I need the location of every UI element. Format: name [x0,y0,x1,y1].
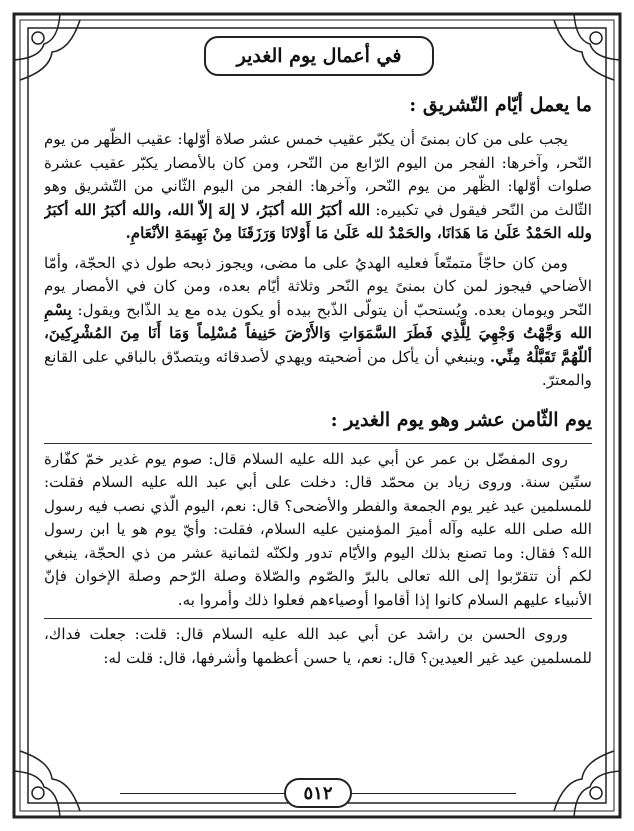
section-heading-ghadir: يوم الثّامن عشر وهو يوم الغدير : [330,408,592,431]
corner-ornament-top-right [554,14,620,80]
sacrifice-supplication: بِسْمِ الله وَجَّهْتُ وَجْهِيَ لِلَّذِي فَطَرَ السَّمَوَاتِ وَالأَرْضَ حَنِيفاً مُسْلِماً وَمَا أَنَا مِنَ المُشْرِكِينَ، أللّهُمَّ تَقَبَّلْهُ مِنِّي. [44,300,592,366]
section-heading-tashriq: ما يعمل أيّام التّشريق : [409,94,592,116]
paragraph-text-end: وينبغي أن يأكل من أضحيته ويهدي لأصدقائه ويتصدّق بالباقي على القانع والمعترّ. [44,347,592,389]
corner-ornament-bottom-left [14,751,80,817]
paragraph-sacrifice [44,252,592,393]
footer-rule-left [120,793,284,794]
page-header [204,36,434,76]
corner-ornament-bottom-right [554,751,620,817]
paragraph-ghadir-fasting: روى المفضّل بن عمر عن أبي عبد الله عليه السلام قال: صوم يوم غدير خمّ كفّارة ستّين سنة. وروى زياد بن محمّد قال: دخلت على أبي عبد الله عليه السلام فقلت: للمسلمين عيد غير يوم الجمعة والفطر والأضحى؟ قال: نعم، اليوم الّذي نصب فيه رسول الله صلى الله عليه وآله أميرَ المؤمنين عليه السلام، فقلت: وأيّ يوم هو يا ابن رسول الله؟ فقال: وما تصنع بذلك اليوم والأيّام تدور ولكنّه لثمانية عشر من ذي الحجّة، ينبغي لكم أن تتقرّبوا إلى الله تعالى بالبرّ والصّوم والصّلاة وصلة الرّحم وصلة الإخوان فإنّ الأنبياء عليهم السلام كانوا إذا أقاموا أوصياءهم فعلوا ذلك وأمروا به. [44,443,592,613]
header-title: في أعمال يوم الغدير [236,45,402,67]
corner-ornament-top-left [14,14,80,80]
page-content [44,86,592,746]
paragraph-takbir [44,128,592,246]
paragraph-text: يجب على من كان بمنىً أن يكبّر عقيب خمس عشر صلاة أوّلها: عقيب الظّهر من يوم النّحر، وآخرها: الفجر من اليوم الرّابع من النّحر، ومن كان بالأمصار يكبّر عقيب عشرة صلوات أوّلها: الظّهر من يوم النّحر، وآخرها: الفجر من اليوم الثّاني من التّشريق وهو الثّالث من النّحر فيقول في تكبيره: [44,130,592,219]
paragraph-ghadir-hasan: وروى الحسن بن راشد عن أبي عبد الله عليه السلام قال: قلت: جعلت فداك، للمسلمين عيد غير العيدين؟ قال: نعم، يا حسن أعظمها وأشرفها، قال: قلت له: [44,618,592,670]
footer-rule-right [352,793,516,794]
takbir-supplication: الله أكبَرُ الله أكبَرُ، لا إلهَ إلاّ الله، والله أكبَرُ الله أكبَرُ ولله الحَمْدُ عَلَىٰ مَا هَدَانَا، والحَمْدُ لله عَلَىٰ مَا أَوْلانَا وَرَزَقَنَا مِنْ بَهِيمَةِ الأنْعَامِ. [44,200,592,242]
page-number: ٥١٢ [303,782,333,804]
paragraph-text: ومن كان حاجّاً متمتّعاً فعليه الهديُ على ما مضى، ويجوز ذبحه طول ذي الحجّة، وأمّا الأضاحي فيجوز لمن كان بمنىً يوم النّحر وثلاثة أيّام بعده، ومن كان في الأمصار يوم النّحر ويومان بعده. ويُستحبّ أن يتولّى الذّبح بيده أو يكون يده مع يد الذّابح ويقول: [44,253,592,319]
page-number-badge [284,778,352,808]
